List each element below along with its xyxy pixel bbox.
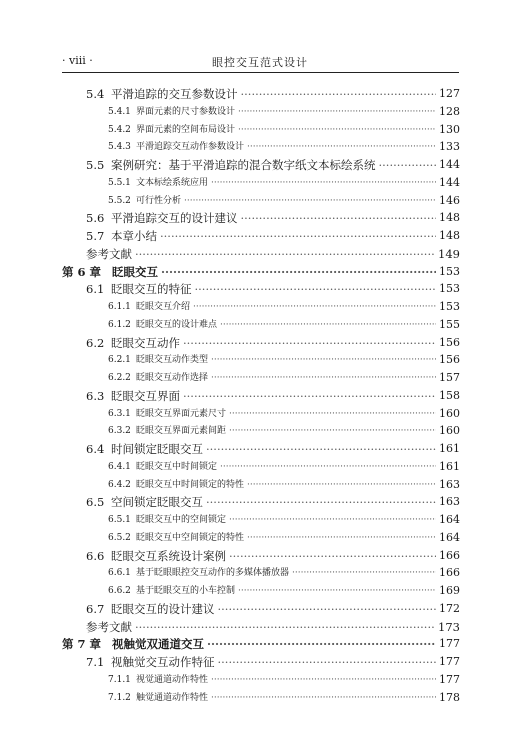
toc-leader-dots bbox=[193, 299, 436, 315]
toc-leader-dots bbox=[135, 619, 435, 635]
toc-entry[interactable] bbox=[108, 459, 460, 475]
toc-leader-dots bbox=[207, 636, 436, 652]
toc-entry-title: 参考文献 bbox=[86, 619, 132, 634]
toc-entry-number: 6.1.1 bbox=[108, 302, 131, 312]
toc-entry-title: 眨眼交互的特征 bbox=[111, 282, 192, 297]
toc-entry[interactable] bbox=[108, 122, 460, 138]
toc-entry[interactable] bbox=[62, 636, 460, 652]
toc-entry-page: 172 bbox=[439, 601, 460, 615]
toc-leader-dots bbox=[160, 228, 436, 244]
toc-entry-number: 5.4.3 bbox=[108, 142, 131, 153]
toc-leader-dots bbox=[211, 352, 436, 368]
toc-entry-page: 166 bbox=[439, 566, 460, 580]
toc-entry-page: 156 bbox=[439, 335, 460, 349]
toc-leader-dots bbox=[241, 86, 437, 102]
toc-leader-dots bbox=[195, 281, 437, 297]
toc-leader-dots bbox=[211, 370, 436, 386]
toc-leader-dots bbox=[379, 157, 437, 173]
toc-entry[interactable] bbox=[108, 530, 460, 546]
toc-entry-number: 5.4.1 bbox=[108, 106, 131, 117]
toc-leader-dots bbox=[211, 690, 436, 706]
toc-entry[interactable] bbox=[108, 423, 460, 439]
toc-entry-title: 界面元素的尺寸参数设计 bbox=[136, 106, 236, 117]
toc-leader-dots bbox=[229, 406, 436, 422]
toc-leader-dots bbox=[211, 175, 436, 191]
toc-entry-title: 眨眼交互的设计建议 bbox=[111, 601, 215, 616]
toc-entry-number: 5.5 bbox=[86, 158, 105, 172]
toc-entry[interactable] bbox=[108, 690, 460, 706]
toc-entry-number: 6.3.2 bbox=[108, 426, 131, 437]
toc-entry-title: 眨眼交互中时间锁定的特性 bbox=[136, 479, 245, 490]
toc-leader-dots bbox=[220, 459, 436, 475]
toc-leader-dots bbox=[241, 210, 437, 226]
toc-entry-page: 153 bbox=[439, 300, 460, 313]
toc-leader-dots bbox=[184, 193, 436, 209]
toc-entry[interactable] bbox=[108, 583, 460, 599]
toc-entry-number: 第 7 章 bbox=[62, 637, 102, 652]
toc-entry-title: 眨眼交互动作 bbox=[111, 335, 180, 350]
toc-leader-dots bbox=[247, 139, 436, 155]
toc-entry-number: 6.6.2 bbox=[108, 586, 131, 596]
toc-entry-page: 177 bbox=[439, 672, 460, 686]
toc-entry-title: 眨眼交互介绍 bbox=[136, 302, 191, 312]
toc-entry-page: 163 bbox=[439, 495, 460, 509]
toc-entry[interactable] bbox=[86, 388, 460, 404]
toc-entry-number: 5.6 bbox=[86, 211, 105, 226]
book-title: 眼控交互范式设计 bbox=[212, 56, 308, 69]
toc-entry-page: 155 bbox=[439, 317, 460, 331]
toc-entry[interactable] bbox=[108, 299, 460, 315]
toc-entry-number: 7.1 bbox=[86, 655, 105, 669]
toc-entry-number: 6.5.1 bbox=[108, 515, 131, 525]
toc-entry-title: 本章小结 bbox=[111, 229, 157, 243]
header-rule bbox=[62, 72, 459, 73]
toc-entry-number: 6.4 bbox=[86, 442, 105, 456]
toc-entry-title: 参考文献 bbox=[86, 246, 132, 261]
toc-entry[interactable] bbox=[86, 441, 460, 457]
page-header bbox=[62, 54, 458, 70]
toc-entry-title: 眨眼交互界面 bbox=[111, 388, 180, 403]
toc-entry-title: 文本标绘系统应用 bbox=[136, 177, 209, 188]
toc-leader-dots bbox=[238, 122, 436, 138]
toc-leader-dots bbox=[220, 317, 436, 333]
toc-entry-number: 6.5.2 bbox=[108, 532, 131, 543]
toc-leader-dots bbox=[206, 441, 436, 457]
toc-entry-title: 平滑追踪交互动作参数设计 bbox=[136, 142, 245, 153]
toc-entry-number: 6.1 bbox=[86, 282, 105, 297]
toc-entry-title: 平滑追踪交互的设计建议 bbox=[111, 211, 238, 226]
toc-entry-number: 5.7 bbox=[86, 229, 105, 243]
toc-leader-dots bbox=[135, 246, 435, 262]
toc-entry-title: 眨眼交互的设计难点 bbox=[136, 319, 218, 330]
toc-entry-page: 127 bbox=[439, 87, 460, 100]
toc-entry-page: 163 bbox=[439, 477, 460, 491]
toc-entry-number: 7.1.2 bbox=[108, 692, 131, 703]
toc-leader-dots bbox=[238, 104, 436, 120]
toc-entry-page: 148 bbox=[439, 229, 460, 242]
toc-entry-page: 160 bbox=[439, 406, 460, 420]
toc-entry[interactable] bbox=[108, 512, 460, 528]
toc-entry-page: 161 bbox=[439, 442, 460, 455]
toc-entry-title: 眨眼交互动作类型 bbox=[136, 355, 209, 366]
toc-leader-dots bbox=[229, 512, 436, 528]
toc-entry-page: 130 bbox=[439, 122, 460, 136]
toc-entry-number: 5.5.1 bbox=[108, 177, 131, 188]
toc-entry-title: 视触觉双通道交互 bbox=[112, 637, 204, 652]
toc-entry-title: 空间锁定眨眼交互 bbox=[111, 495, 203, 510]
toc-entry-number: 6.5 bbox=[86, 495, 105, 510]
toc-entry-page: 148 bbox=[439, 211, 460, 225]
toc-entry[interactable] bbox=[108, 672, 460, 688]
toc-leader-dots bbox=[218, 601, 437, 617]
toc-entry-title: 眨眼交互 bbox=[112, 264, 158, 279]
toc-leader-dots bbox=[247, 530, 436, 546]
toc-entry-number: 6.2.1 bbox=[108, 355, 131, 366]
toc-entry[interactable] bbox=[86, 654, 460, 670]
toc-entry-title: 基于眨眼眼控交互动作的多媒体播放器 bbox=[136, 568, 290, 579]
toc-entry-page: 153 bbox=[439, 264, 460, 278]
toc-leader-dots bbox=[247, 477, 436, 493]
toc-leader-dots bbox=[183, 388, 436, 404]
toc-entry-page: 153 bbox=[439, 282, 460, 296]
toc-leader-dots bbox=[206, 494, 436, 510]
toc-entry-number: 5.5.2 bbox=[108, 195, 131, 206]
toc-entry-page: 157 bbox=[439, 371, 460, 384]
toc-entry-title: 眨眼交互系统设计案例 bbox=[111, 548, 226, 563]
toc-leader-dots bbox=[229, 423, 436, 439]
toc-entry-title: 眨眼交互界面元素尺寸 bbox=[136, 408, 227, 419]
toc-entry[interactable] bbox=[108, 193, 460, 209]
toc-entry-title: 可行性分析 bbox=[136, 195, 182, 206]
toc-leader-dots bbox=[211, 672, 436, 688]
toc-entry-title: 眨眼交互中空间锁定的特性 bbox=[136, 532, 245, 543]
toc-entry-title: 时间锁定眨眼交互 bbox=[111, 442, 203, 456]
toc-entry-title: 触觉通道动作特性 bbox=[136, 692, 209, 703]
toc-entry[interactable] bbox=[108, 352, 460, 368]
toc-entry[interactable] bbox=[86, 228, 460, 244]
toc-entry-title: 平滑追踪的交互参数设计 bbox=[111, 87, 238, 101]
toc-entry-page: 156 bbox=[439, 353, 460, 367]
toc-entry-page: 166 bbox=[439, 548, 460, 562]
toc-entry-number: 6.1.2 bbox=[108, 319, 131, 330]
toc-entry-page: 144 bbox=[439, 175, 460, 189]
toc-entry[interactable] bbox=[62, 264, 460, 280]
toc-leader-dots bbox=[218, 654, 437, 670]
toc-entry-page: 164 bbox=[439, 530, 460, 544]
toc-entry-page: 128 bbox=[439, 104, 460, 118]
toc-entry-title: 眨眼交互动作选择 bbox=[136, 373, 209, 383]
toc-entry-number: 6.2 bbox=[86, 335, 105, 350]
toc-entry-number: 6.3.1 bbox=[108, 408, 131, 419]
toc-entry-number: 6.4.2 bbox=[108, 479, 131, 490]
toc-entry-page: 164 bbox=[439, 513, 460, 526]
toc-leader-dots bbox=[183, 335, 436, 351]
toc-entry-number: 第 6 章 bbox=[62, 264, 102, 279]
toc-entry-number: 5.4.2 bbox=[108, 124, 131, 135]
toc-entry[interactable] bbox=[86, 601, 460, 617]
toc-entry-number: 6.6 bbox=[86, 548, 105, 563]
toc-entry-page: 173 bbox=[438, 619, 460, 634]
toc-entry[interactable] bbox=[108, 406, 460, 422]
toc-entry-page: 178 bbox=[439, 690, 460, 704]
toc-entry-page: 160 bbox=[439, 424, 460, 438]
toc-leader-dots bbox=[292, 565, 436, 581]
toc-entry[interactable] bbox=[86, 619, 460, 635]
toc-entry-page: 177 bbox=[439, 655, 460, 668]
toc-entry[interactable] bbox=[86, 548, 460, 564]
toc-entry-title: 界面元素的空间布局设计 bbox=[136, 124, 236, 135]
toc-leader-dots bbox=[238, 583, 436, 599]
toc-entry-title: 眨眼交互界面元素间距 bbox=[136, 426, 227, 437]
toc-leader-dots bbox=[161, 264, 436, 280]
toc-entry[interactable] bbox=[108, 317, 460, 333]
toc-leader-dots bbox=[229, 548, 436, 564]
toc-entry-page: 149 bbox=[438, 246, 460, 261]
toc-entry-page: 146 bbox=[439, 193, 460, 207]
toc-entry-page: 161 bbox=[439, 459, 460, 473]
toc-entry-number: 7.1.1 bbox=[108, 674, 131, 685]
toc-entry[interactable] bbox=[108, 477, 460, 493]
toc-entry[interactable] bbox=[86, 86, 460, 102]
toc-entry-title: 视觉通道动作特性 bbox=[136, 674, 209, 685]
toc-entry-title: 案例研究：基于平滑追踪的混合数字纸文本标绘系统 bbox=[111, 158, 376, 172]
toc-entry[interactable] bbox=[86, 246, 460, 262]
toc-entry[interactable] bbox=[108, 175, 460, 191]
toc-entry-page: 133 bbox=[439, 140, 460, 154]
toc-entry[interactable] bbox=[108, 139, 460, 155]
toc-entry[interactable] bbox=[108, 565, 460, 581]
toc-entry[interactable] bbox=[86, 335, 460, 351]
toc-entry-title: 视触觉交互动作特征 bbox=[111, 655, 215, 669]
toc-entry-page: 144 bbox=[439, 158, 460, 171]
toc-entry[interactable] bbox=[86, 281, 460, 297]
toc-entry-number: 6.3 bbox=[86, 388, 105, 403]
toc-entry[interactable] bbox=[86, 157, 460, 173]
toc-entry[interactable] bbox=[86, 494, 460, 510]
page-number: · viii · bbox=[62, 54, 93, 67]
toc-entry-number: 5.4 bbox=[86, 87, 105, 101]
toc-entry-page: 158 bbox=[439, 388, 460, 402]
toc-entry[interactable] bbox=[108, 104, 460, 120]
toc-entry-number: 6.6.1 bbox=[108, 568, 131, 579]
toc-entry-title: 基于眨眼交互的小车控制 bbox=[136, 586, 236, 596]
toc-entry-number: 6.2.2 bbox=[108, 373, 131, 383]
toc-entry[interactable] bbox=[86, 210, 460, 226]
toc-entry-number: 6.7 bbox=[86, 601, 105, 616]
toc-entry-page: 177 bbox=[439, 637, 460, 651]
toc-entry-title: 眨眼交互中的空间锁定 bbox=[136, 515, 227, 525]
toc-entry-number: 6.4.1 bbox=[108, 461, 131, 472]
toc-entry[interactable] bbox=[108, 370, 460, 386]
toc-entry-page: 169 bbox=[439, 584, 460, 597]
toc-entry-title: 眨眼交互中时间锁定 bbox=[136, 461, 218, 472]
